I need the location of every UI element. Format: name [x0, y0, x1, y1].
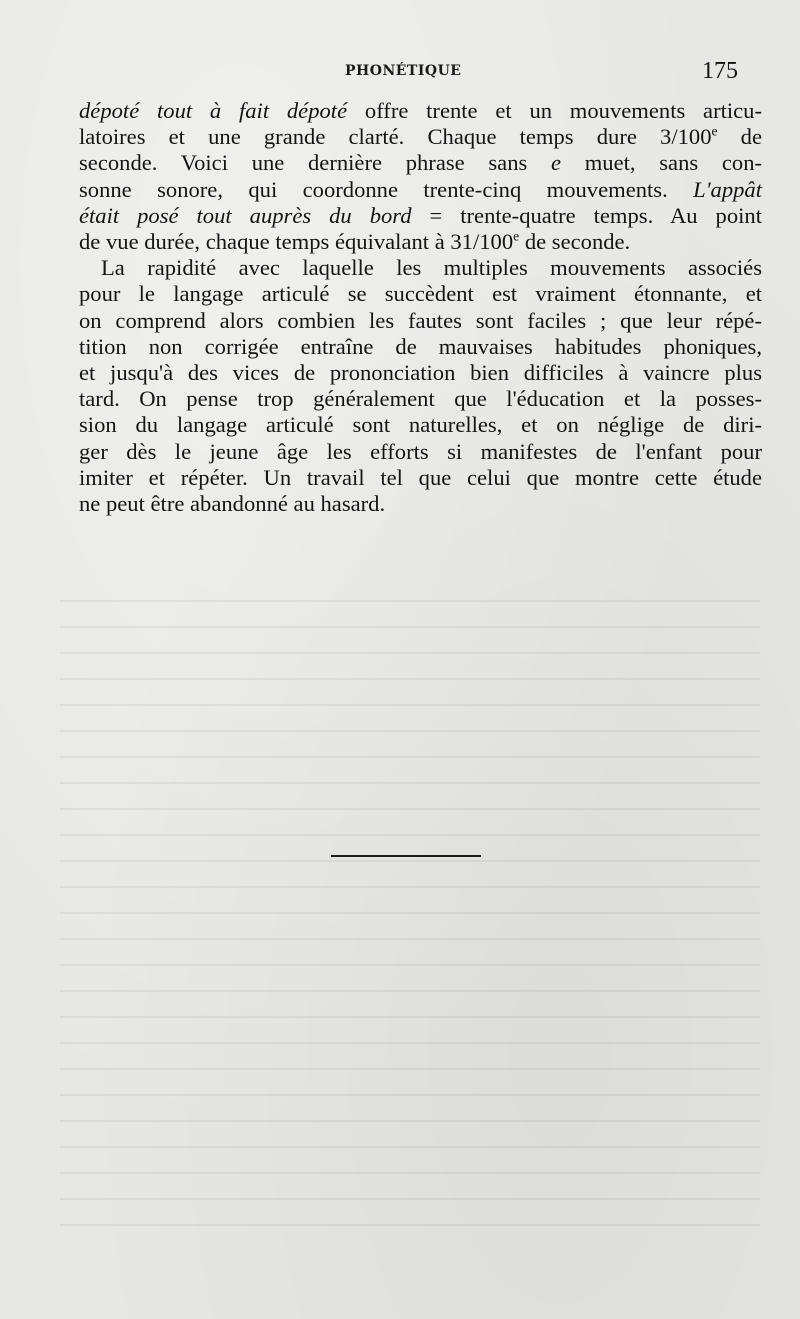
italic-run: e	[551, 150, 562, 176]
text-line	[79, 439, 762, 465]
text-run: sion du langage articulé sont naturelles, et on néglige de diri-	[79, 412, 762, 438]
text-line	[79, 334, 762, 360]
text-line	[79, 465, 762, 491]
text-run: ger dès le jeune âge les efforts si manifestes de l'enfant pour	[79, 438, 762, 464]
text-line	[79, 491, 762, 517]
text-run: La rapidité avec laquelle les multiples mouvements associés	[101, 255, 762, 281]
text-line	[79, 98, 762, 124]
text-line	[79, 203, 762, 229]
italic-run: L'appât	[693, 176, 762, 202]
text-line	[79, 360, 762, 386]
text-run: pour le langage articulé se succèdent est vraiment étonnante, et	[79, 281, 762, 307]
text-run: et jusqu'à des vices de prononciation bien difficiles à vaincre plus	[79, 360, 762, 386]
text-line	[79, 281, 762, 307]
text-line	[79, 229, 762, 255]
text-run: de vue durée, chaque temps équivalant à 31/100	[79, 229, 514, 255]
text-run: latoires et une grande clarté. Chaque temps dure 3/100	[79, 124, 712, 150]
text-run: = trente-quatre temps. Au point	[411, 202, 762, 228]
text-run: sonne sonore, qui coordonne trente-cinq mouvements.	[79, 176, 694, 202]
text-run: seconde. Voici une dernière phrase sans	[79, 150, 551, 176]
text-run: de seconde.	[519, 229, 631, 255]
superscript: e	[711, 123, 718, 139]
text-run: de	[717, 124, 762, 150]
text-line	[79, 308, 762, 334]
text-run: offre trente et un mouvements articu-	[347, 98, 762, 123]
text-run: muet, sans con-	[561, 150, 763, 176]
text-run: tition non corrigée entraîne de mauvaises habitudes phoniques,	[79, 333, 762, 359]
italic-run: dépoté tout à fait dépoté	[79, 98, 348, 123]
italic-run: était posé tout auprès du bord	[79, 202, 412, 228]
paragraph	[79, 255, 762, 517]
paragraph	[79, 98, 762, 255]
show-through-texture	[60, 600, 760, 1240]
text-run: imiter et répéter. Un travail tel que celui que montre cette étude	[79, 464, 762, 490]
page-number: 175	[702, 58, 738, 84]
text-run: ne peut être abandonné au hasard.	[79, 491, 386, 517]
text-run: tard. On pense trop généralement que l'éducation et la posses-	[79, 386, 762, 412]
text-line	[79, 412, 762, 438]
text-run: on comprend alors combien les fautes sont faciles ; que leur répé-	[79, 307, 762, 333]
text-line	[79, 124, 762, 150]
text-line	[79, 177, 762, 203]
text-line	[79, 150, 762, 176]
superscript: e	[513, 228, 520, 244]
text-line	[79, 255, 762, 281]
body-text	[79, 98, 762, 517]
text-line	[79, 386, 762, 412]
running-title: PHONÉTIQUE	[345, 63, 462, 79]
section-end-rule	[331, 855, 481, 857]
